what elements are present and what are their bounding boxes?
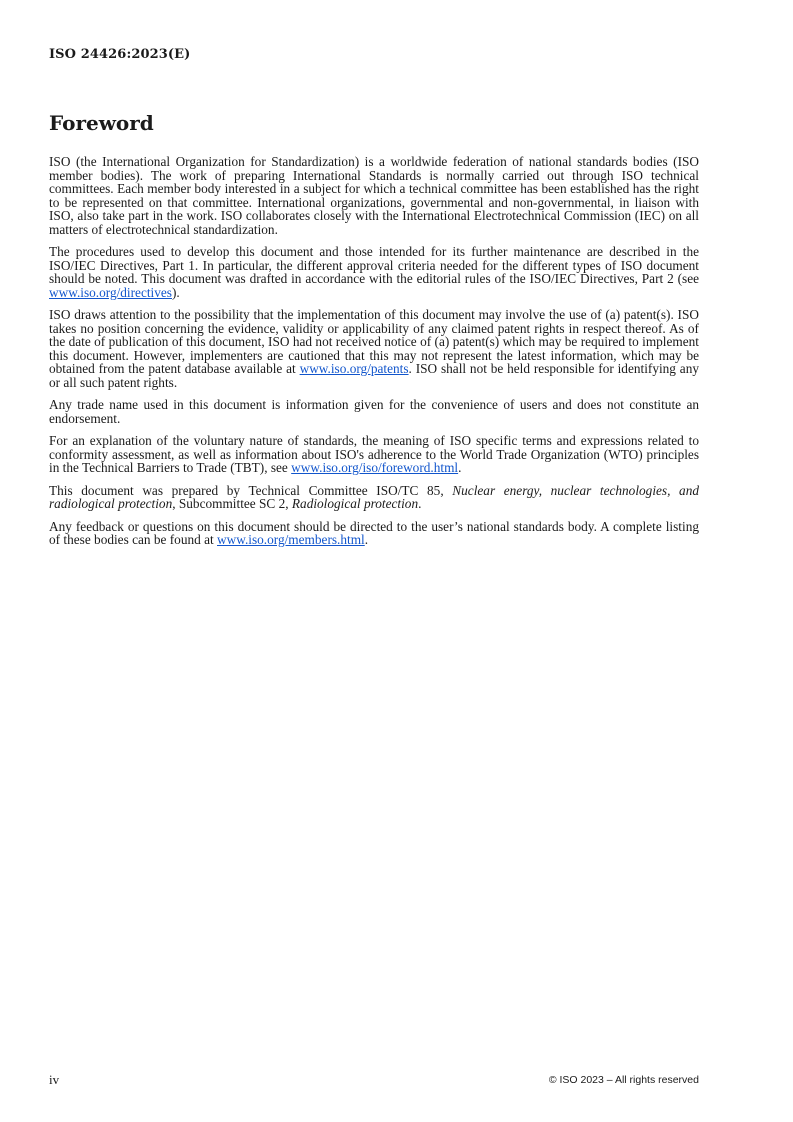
paragraph-committee xyxy=(49,484,699,511)
paragraph-text: This document was prepared by Technical Committee ISO/TC 85, xyxy=(49,482,453,498)
paragraph-text: The procedures used to develop this document and those intended for its further maintenance are described in the ISO/IEC Directives, Part 1. In particular, the different approval criteria needed for the different types of ISO document should be noted. This document was drafted in accordance with the editorial rules of the ISO/IEC Directives, Part 2 (see xyxy=(49,244,699,286)
paragraph-text: . xyxy=(418,496,422,511)
paragraph-text: . xyxy=(458,460,462,475)
paragraph-feedback xyxy=(49,520,699,547)
paragraph-text: ISO draws attention to the possibility that the implementation of this document may involve the use of (a) patent(s). ISO takes no position concerning the evidence, validity or applicability of any claimed patent rights in respect thereof. As of the date of publication of this document, ISO had not received notice of (a) patent(s) which may be required to implement this document. However, implementers are cautioned that this may not represent the latest information, which may be obtained from the patent database available at xyxy=(49,307,699,376)
copyright-notice: © ISO 2023 – All rights reserved xyxy=(548,1074,699,1086)
paragraph-text: ). xyxy=(171,284,180,300)
foreword-link[interactable]: www.iso.org/iso/foreword.html xyxy=(291,460,459,475)
subcommittee-title: Radiological protection xyxy=(291,496,419,511)
paragraph-procedures xyxy=(49,245,699,299)
paragraph-text: . ISO shall not be held responsible for identifying any or all such patent rights. xyxy=(49,361,699,390)
paragraph-iso-intro: ISO (the International Organization for Standardization) is a worldwide federation of national standards bodies (ISO member bodies). The work of preparing International Standards is normally carried out through ISO technical committees. Each member body interested in a subject for which a technical committee has been established has the right to be represented on that committee. International organizations, governmental and non-governmental, in liaison with ISO, also take part in the work. ISO collaborates closely with the International Electrotechnical Commission (IEC) on all matters of electrotechnical standardization. xyxy=(49,154,699,237)
paragraph-text: , Subcommittee SC 2, xyxy=(172,496,292,511)
paragraph-text: For an explanation of the voluntary nature of standards, the meaning of ISO specific terms and expressions related to conformity assessment, as well as information about ISO's adherence to the World Trade Organization (WTO) principles in the Technical Barriers to Trade (TBT), see xyxy=(49,433,699,475)
paragraph-text: Any feedback or questions on this document should be directed to the user’s national standards body. A complete listing of these bodies can be found at xyxy=(49,518,699,547)
directives-link[interactable]: www.iso.org/directives xyxy=(49,284,172,300)
page-title: Foreword xyxy=(49,111,154,135)
members-link[interactable]: www.iso.org/members.html xyxy=(217,532,365,547)
committee-title: Nuclear energy, nuclear technologies, and radiological protection xyxy=(49,482,699,511)
document-id: ISO 24426:2023(E) xyxy=(49,47,191,62)
paragraph-trade-name: Any trade name used in this document is information given for the convenience of users and does not constitute an endorsement. xyxy=(49,397,699,426)
page-number: iv xyxy=(49,1072,60,1087)
patents-link[interactable]: www.iso.org/patents xyxy=(299,361,409,376)
paragraph-patents xyxy=(49,308,699,389)
foreword-body xyxy=(49,155,699,556)
paragraph-text: . xyxy=(364,532,369,547)
paragraph-voluntary-nature xyxy=(49,434,699,475)
